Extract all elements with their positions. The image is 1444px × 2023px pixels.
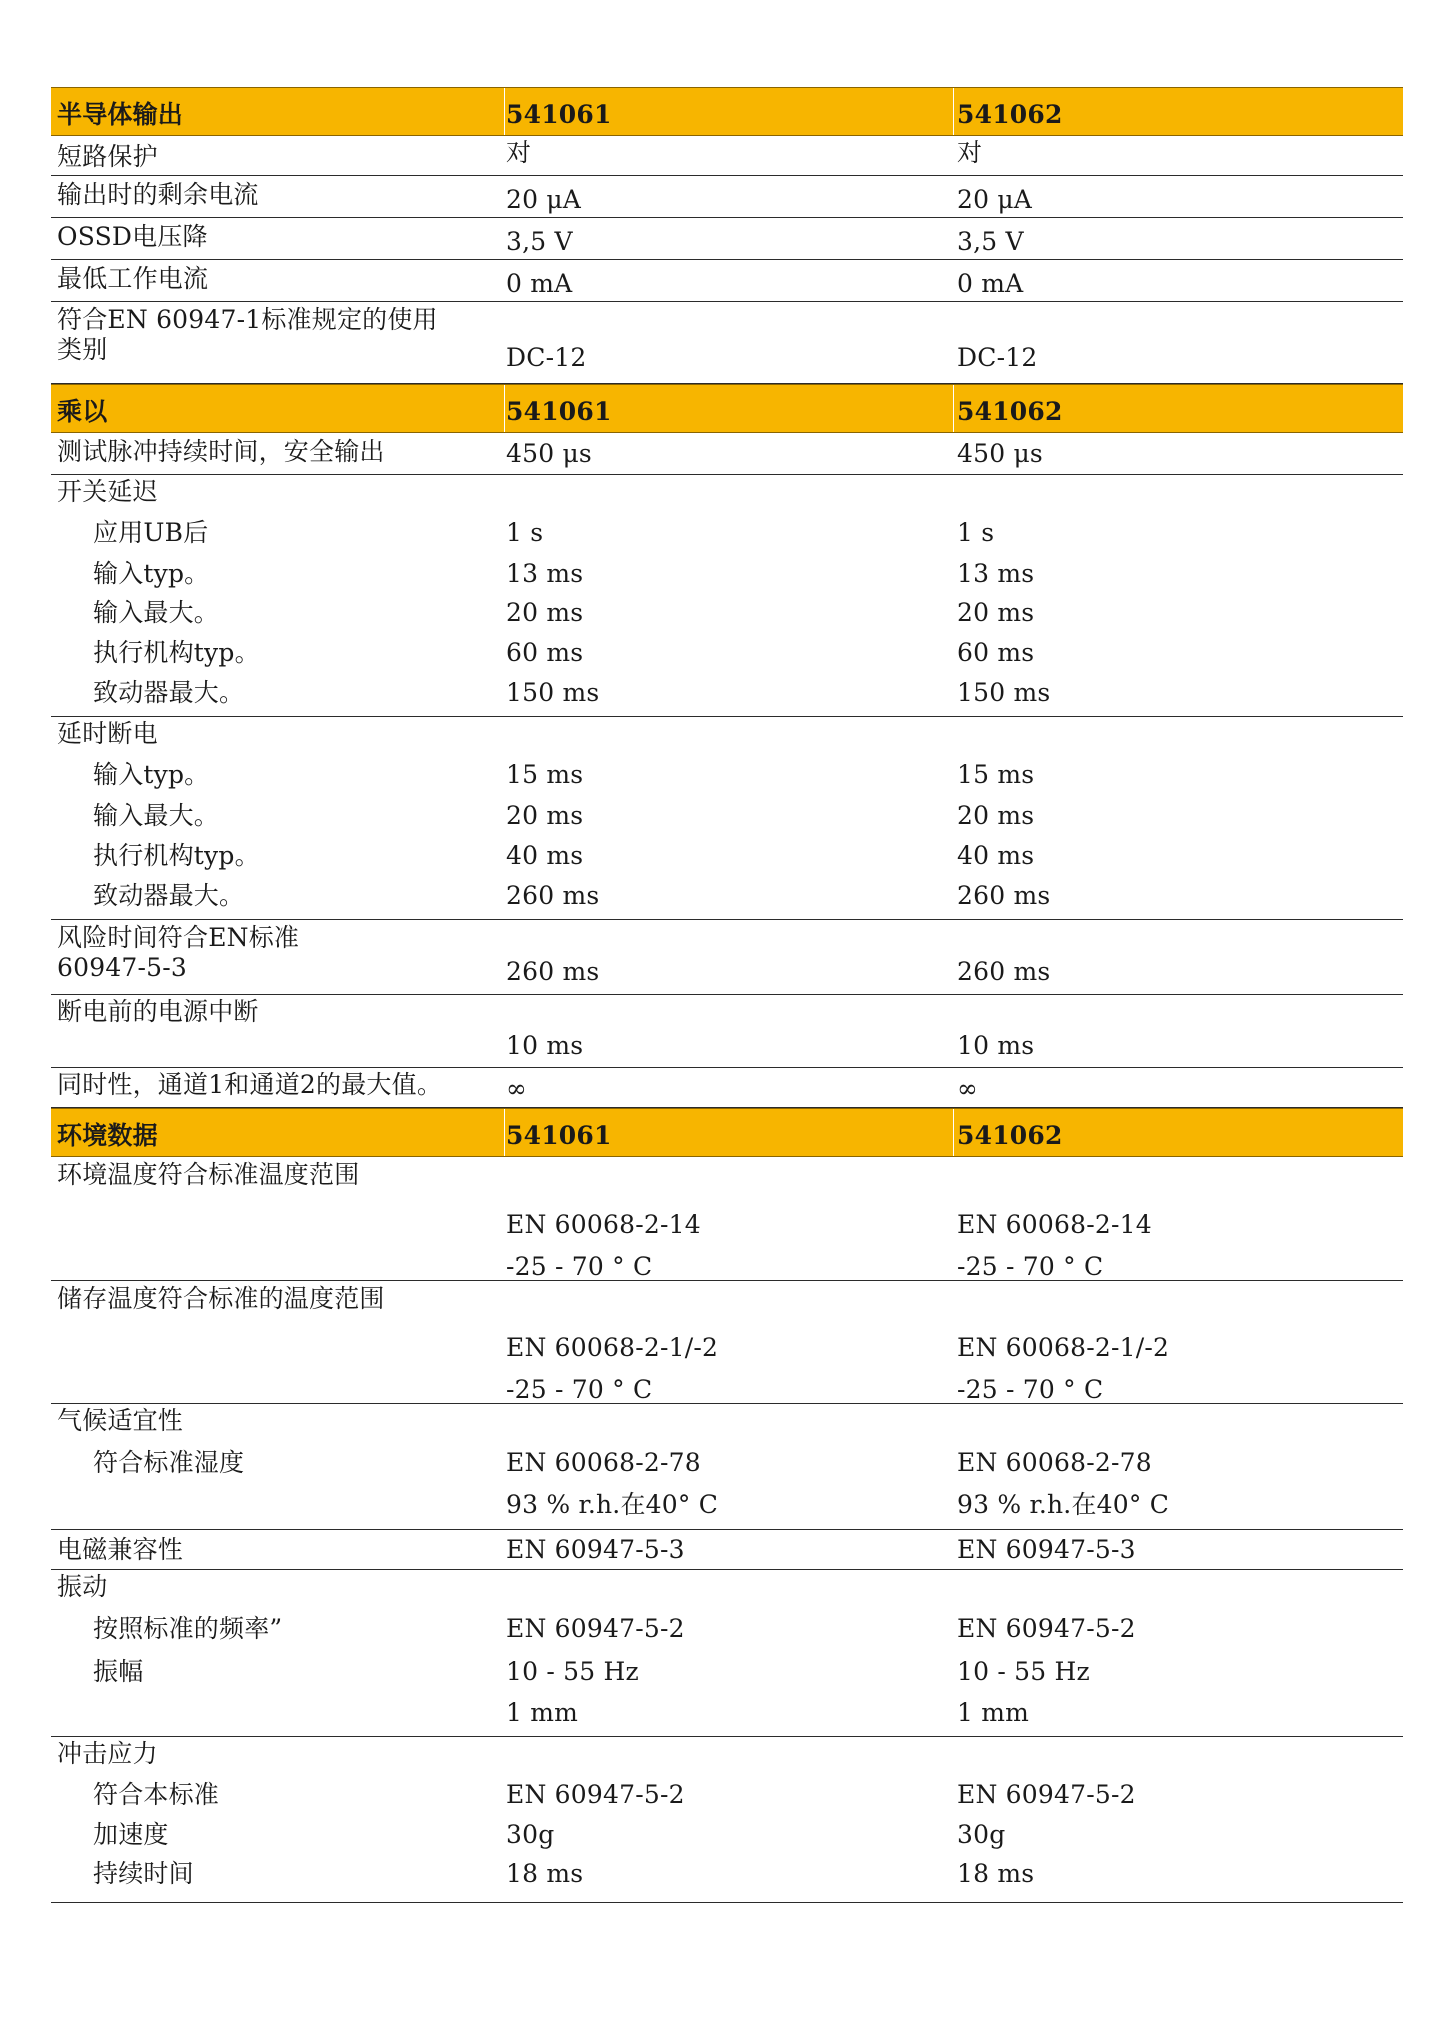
spec-value: 18 ms <box>506 1859 584 1888</box>
spec-sublabel: 按照标准的频率” <box>93 1614 283 1643</box>
spec-label: 输出时的剩余电流 <box>57 180 259 209</box>
spec-value: 1 s <box>957 518 995 547</box>
spec-value: 450 μs <box>506 439 592 468</box>
spec-value: DC-12 <box>957 343 1038 372</box>
spec-sublabel: 输入最大。 <box>93 598 220 627</box>
section-title: 环境数据 <box>57 1121 158 1150</box>
spec-value: 15 ms <box>957 760 1035 789</box>
spec-sublabel: 应用UB后 <box>93 518 209 547</box>
model-number: 541061 <box>506 1121 612 1150</box>
spec-value: 3,5 V <box>957 227 1024 256</box>
spec-value: EN 60068-2-1/-2 -25 - 70 ° C <box>957 1333 1170 1404</box>
spec-sublabel: 符合本标准 <box>93 1780 220 1809</box>
spec-value: ∞ <box>506 1074 528 1103</box>
spec-label: 振动 <box>57 1572 108 1601</box>
spec-row <box>51 1281 1403 1404</box>
spec-value: 20 ms <box>506 598 584 627</box>
spec-value: 对 <box>506 138 532 167</box>
spec-value: EN 60068-2-78 <box>957 1448 1152 1477</box>
spec-sublabel: 输入typ。 <box>93 760 210 789</box>
spec-row <box>51 1530 1403 1570</box>
spec-value: 0 mA <box>957 269 1024 298</box>
spec-value: EN 60947-5-2 <box>957 1780 1136 1809</box>
spec-value: 1 mm <box>506 1698 579 1727</box>
model-number: 541062 <box>957 1121 1063 1150</box>
spec-label: 短路保护 <box>57 142 158 171</box>
spec-row <box>51 136 1403 176</box>
spec-row <box>51 218 1403 260</box>
spec-label: 风险时间符合EN标准 60947-5-3 <box>57 923 300 982</box>
spec-label: 符合EN 60947-1标准规定的使用 类别 <box>57 305 438 364</box>
spec-value: 20 μA <box>506 185 582 214</box>
spec-value: 10 - 55 Hz <box>506 1657 639 1686</box>
spec-label: 环境温度符合标准温度范围 <box>57 1160 360 1189</box>
spec-sublabel: 加速度 <box>93 1820 169 1849</box>
spec-value: DC-12 <box>506 343 587 372</box>
spec-row <box>51 995 1403 1068</box>
spec-value: ∞ <box>957 1074 979 1103</box>
spec-value: 20 μA <box>957 185 1033 214</box>
spec-value: 260 ms <box>506 881 600 910</box>
spec-value: 18 ms <box>957 1859 1035 1888</box>
spec-value: 1 mm <box>957 1698 1030 1727</box>
spec-value: 0 mA <box>506 269 573 298</box>
spec-sublabel: 执行机构typ。 <box>93 841 260 870</box>
spec-value: 20 ms <box>506 801 584 830</box>
spec-label: 延时断电 <box>57 719 158 748</box>
spec-value: 260 ms <box>957 957 1051 986</box>
spec-value: 10 - 55 Hz <box>957 1657 1090 1686</box>
column-divider <box>504 88 505 135</box>
spec-sublabel: 致动器最大。 <box>93 678 245 707</box>
spec-value: 93 % r.h.在40° C <box>957 1490 1170 1519</box>
spec-value: EN 60068-2-78 <box>506 1448 701 1477</box>
spec-value: 260 ms <box>506 957 600 986</box>
spec-value: 40 ms <box>506 841 584 870</box>
spec-label: 同时性，通道1和通道2的最大值。 <box>57 1070 443 1099</box>
spec-sublabel: 输入typ。 <box>93 559 210 588</box>
spec-value: EN 60068-2-1/-2 -25 - 70 ° C <box>506 1333 719 1404</box>
model-number: 541061 <box>506 397 612 426</box>
spec-value: 450 μs <box>957 439 1043 468</box>
column-divider <box>953 1109 954 1156</box>
section-title: 半导体输出 <box>57 100 184 129</box>
spec-sublabel: 输入最大。 <box>93 801 220 830</box>
spec-sublabel: 符合标准湿度 <box>93 1448 245 1477</box>
spec-value: 15 ms <box>506 760 584 789</box>
spec-row <box>51 1068 1403 1108</box>
spec-label: 开关延迟 <box>57 477 158 506</box>
column-divider <box>504 1109 505 1156</box>
spec-label: 测试脉冲持续时间，安全输出 <box>57 437 385 466</box>
spec-value: 3,5 V <box>506 227 573 256</box>
spec-value: 10 ms <box>957 1031 1035 1060</box>
column-divider <box>953 88 954 135</box>
spec-value: 150 ms <box>957 678 1051 707</box>
spec-value: 150 ms <box>506 678 600 707</box>
spec-label: 断电前的电源中断 <box>57 997 259 1026</box>
spec-label: 电磁兼容性 <box>57 1535 184 1564</box>
spec-row <box>51 717 1403 920</box>
spec-row <box>51 1570 1403 1737</box>
model-number: 541061 <box>506 100 612 129</box>
spec-value: EN 60068-2-14 -25 - 70 ° C <box>506 1210 701 1281</box>
spec-value: 13 ms <box>506 559 584 588</box>
spec-sublabel: 持续时间 <box>93 1859 194 1888</box>
spec-value: 20 ms <box>957 801 1035 830</box>
spec-value: EN 60068-2-14 -25 - 70 ° C <box>957 1210 1152 1281</box>
spec-label: OSSD电压降 <box>57 222 208 251</box>
section-title: 乘以 <box>57 397 108 426</box>
spec-value: 60 ms <box>506 638 584 667</box>
spec-value: EN 60947-5-3 <box>506 1535 685 1564</box>
section-header <box>51 1108 1403 1157</box>
spec-row <box>51 433 1403 475</box>
spec-label: 冲击应力 <box>57 1739 158 1768</box>
spec-row <box>51 1404 1403 1530</box>
section-header <box>51 384 1403 433</box>
spec-value: EN 60947-5-2 <box>506 1614 685 1643</box>
model-number: 541062 <box>957 100 1063 129</box>
spec-value: 30g <box>506 1820 555 1849</box>
spec-value: 60 ms <box>957 638 1035 667</box>
spec-value: 对 <box>957 138 983 167</box>
spec-value: 93 % r.h.在40° C <box>506 1490 719 1519</box>
section-header <box>51 87 1403 136</box>
spec-label: 气候适宜性 <box>57 1406 184 1435</box>
spec-row <box>51 260 1403 302</box>
column-divider <box>504 385 505 432</box>
spec-sublabel: 致动器最大。 <box>93 881 245 910</box>
spec-row <box>51 475 1403 717</box>
spec-row <box>51 302 1403 384</box>
column-divider <box>953 385 954 432</box>
spec-sublabel: 振幅 <box>93 1657 144 1686</box>
spec-label: 储存温度符合标准的温度范围 <box>57 1284 385 1313</box>
spec-value: 13 ms <box>957 559 1035 588</box>
spec-row <box>51 1737 1403 1903</box>
spec-value: 40 ms <box>957 841 1035 870</box>
spec-row <box>51 176 1403 218</box>
spec-value: 30g <box>957 1820 1006 1849</box>
spec-label: 最低工作电流 <box>57 264 209 293</box>
spec-value: EN 60947-5-3 <box>957 1535 1136 1564</box>
model-number: 541062 <box>957 397 1063 426</box>
spec-value: EN 60947-5-2 <box>506 1780 685 1809</box>
spec-sublabel: 执行机构typ。 <box>93 638 260 667</box>
spec-value: 260 ms <box>957 881 1051 910</box>
spec-value: EN 60947-5-2 <box>957 1614 1136 1643</box>
spec-value: 20 ms <box>957 598 1035 627</box>
spec-value: 1 s <box>506 518 544 547</box>
spec-value: 10 ms <box>506 1031 584 1060</box>
spec-row <box>51 1157 1403 1281</box>
spec-row <box>51 920 1403 995</box>
